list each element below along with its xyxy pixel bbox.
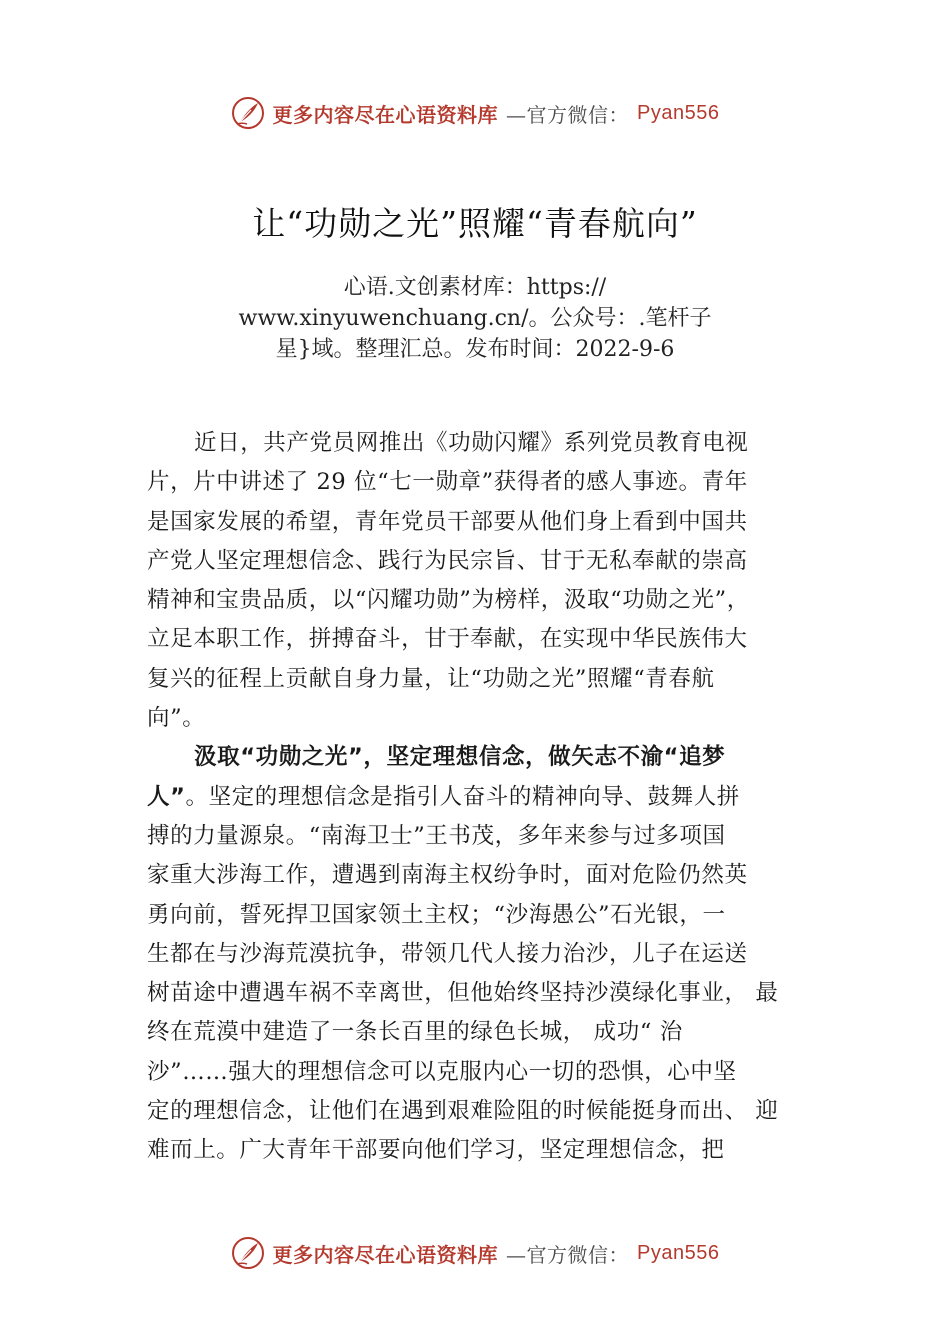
footer-banner — [0, 1236, 950, 1270]
text-line: 沙”……强大的理想信念可以克服内心一切的恐惧，心中坚 — [147, 1058, 737, 1085]
banner-wechat-label: —官方微信： — [506, 1242, 630, 1267]
text-line: 片，片中讲述了 29 位“七一勋章”获得者的感人事迹。青年 — [147, 469, 748, 496]
source-line: www.xinyuwenchuang.cn/。公众号：.笔杆子 — [238, 306, 712, 331]
text-line: 向”。 — [147, 705, 206, 732]
text-line: 立足本职工作，拼搏奋斗，甘于奉献，在实现中华民族伟大 — [147, 626, 748, 653]
article-body — [147, 424, 817, 1171]
paragraph-intro — [147, 424, 817, 738]
banner-brand-text: 更多内容尽在心语资料库 — [272, 1242, 499, 1267]
text-line: 勇向前，誓死捍卫国家领土主权；“沙海愚公”石光银，一 — [147, 901, 726, 928]
text-line: 生都在与沙海荒漠抗争，带领几代人接力治沙，儿子在运送 — [147, 940, 748, 967]
text-line: 终在荒漠中建造了一条长百里的绿色长城， 成功“ 治 — [147, 1019, 683, 1046]
source-line: 星}域。整理汇总。发布时间：2022-9-6 — [275, 337, 675, 362]
banner-wechat-id: Pyan556 — [637, 101, 720, 124]
banner-wechat-id: Pyan556 — [637, 1241, 720, 1264]
text-line: 搏的力量源泉。“南海卫士”王书茂，多年来参与过多项国 — [147, 822, 726, 849]
paragraph-ideals — [147, 738, 817, 1170]
banner-brand-text: 更多内容尽在心语资料库 — [272, 102, 499, 127]
text-line: 难而上。广大青年干部要向他们学习，坚定理想信念，把 — [147, 1137, 725, 1164]
text-line: 复兴的征程上贡献自身力量，让“功勋之光”照耀“青春航 — [147, 665, 715, 692]
header-banner — [0, 96, 950, 130]
quill-feather-icon — [231, 1236, 265, 1270]
text-line: 产党人坚定理想信念、践行为民宗旨、甘于无私奉献的崇高 — [147, 547, 748, 574]
text-line: 树苗途中遭遇车祸不幸离世，但他始终坚持沙漠绿化事业， 最 — [147, 980, 779, 1007]
quill-feather-icon — [231, 96, 265, 130]
banner-wechat-label: —官方微信： — [506, 102, 630, 127]
source-info — [200, 272, 750, 365]
text-line: 是国家发展的希望，青年党员干部要从他们身上看到中国共 — [147, 508, 748, 535]
section-heading-line: 汲取“功勋之光”，坚定理想信念，做矢志不渝“追梦 — [194, 744, 726, 771]
text-line-rest: 。坚定的理想信念是指引人奋斗的精神向导、鼓舞人拼 — [185, 783, 740, 810]
section-heading-end: 人” — [147, 783, 186, 810]
document-title: 让“功勋之光”照耀“青春航向” — [252, 204, 698, 243]
text-line: 家重大涉海工作，遭遇到南海主权纷争时，面对危险仍然英 — [147, 862, 748, 889]
text-line — [147, 778, 817, 817]
text-line: 精神和宝贵品质，以“闪耀功勋”为榜样，汲取“功勋之光”， — [147, 587, 750, 614]
text-line: 定的理想信念，让他们在遇到艰难险阻的时候能挺身而出、 迎 — [147, 1098, 779, 1125]
source-line: 心语.文创素材库：https:// — [343, 275, 607, 300]
text-line: 近日，共产党员网推出《功勋闪耀》系列党员教育电视 — [194, 430, 749, 456]
